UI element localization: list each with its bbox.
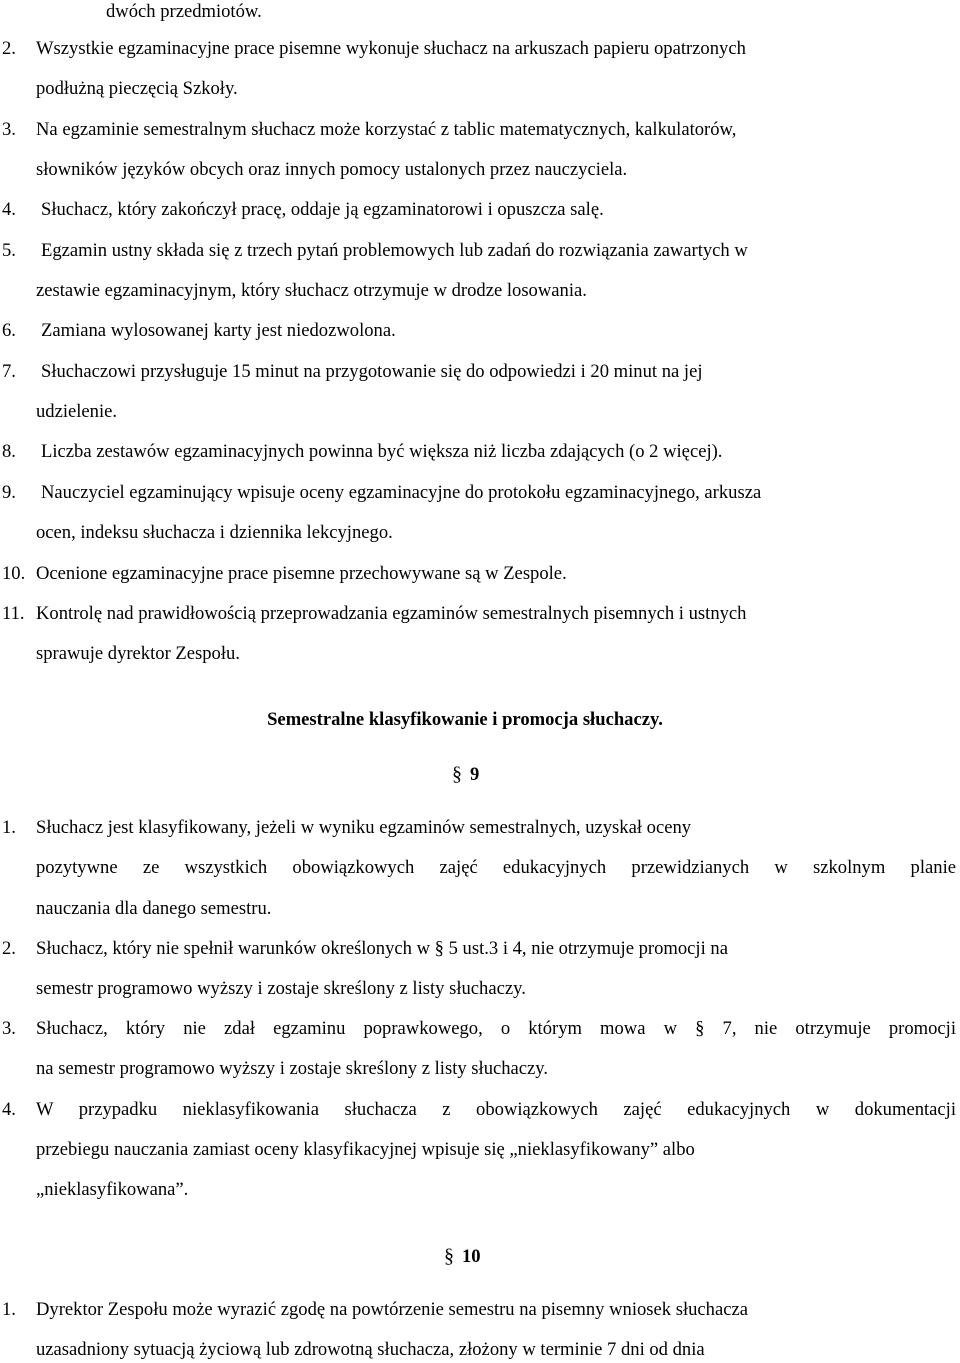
line-text: Ocenione egzaminacyjne prace pisemne przechowywane są w Zespole.	[36, 563, 567, 584]
item-number: 10.	[2, 563, 26, 584]
paragraph-number-value: 9	[470, 764, 480, 785]
line-text: udzielenie.	[36, 401, 118, 422]
item-number: 4.	[2, 199, 16, 220]
line-text: Słuchacz, który nie zdał egzaminu poprawkowego, o którym mowa w § 7, nie otrzymuje promocji	[36, 1018, 956, 1039]
item-number: 9.	[2, 482, 16, 503]
item-number: 7.	[2, 361, 16, 382]
line-text: pozytywne ze wszystkich obowiązkowych zajęć edukacyjnych przewidzianych w szkolnym planie	[36, 857, 956, 878]
paragraph-number-value: 10	[462, 1246, 481, 1267]
line-text: Egzamin ustny składa się z trzech pytań problemowych lub zadań do rozwiązania zawartych w	[41, 240, 748, 261]
line-text: Słuchacz, który zakończył pracę, oddaje ją egzaminatorowi i opuszcza salę.	[41, 199, 604, 220]
line-text: dwóch przedmiotów.	[106, 1, 262, 22]
line-text: zestawie egzaminacyjnym, który słuchacz otrzymuje w drodze losowania.	[36, 280, 587, 301]
line-text: przebiegu nauczania zamiast oceny klasyfikacyjnej wpisuje się „nieklasyfikowany” albo	[36, 1139, 695, 1160]
line-text: Zamiana wylosowanej karty jest niedozwolona.	[41, 320, 396, 341]
line-text: ocen, indeksu słuchacza i dziennika lekcyjnego.	[36, 522, 393, 543]
line-text: Na egzaminie semestralnym słuchacz może korzystać z tablic matematycznych, kalkulatorów,	[36, 119, 737, 140]
section-sign: §	[452, 763, 462, 785]
item-number: 6.	[2, 320, 16, 341]
section-heading: Semestralne klasyfikowanie i promocja słuchaczy.	[267, 709, 663, 730]
line-text: Dyrektor Zespołu może wyrazić zgodę na powtórzenie semestru na pisemny wniosek słuchacza	[36, 1299, 748, 1320]
line-text: Kontrolę nad prawidłowością przeprowadzania egzaminów semestralnych pisemnych i ustnych	[36, 603, 747, 624]
line-text: Słuchacz, który nie spełnił warunków określonych w § 5 ust.3 i 4, nie otrzymuje promocji na	[36, 938, 728, 959]
section-sign: §	[444, 1245, 454, 1267]
item-number: 2.	[2, 938, 16, 959]
paragraph-number	[444, 1244, 481, 1269]
line-text: Słuchacz jest klasyfikowany, jeżeli w wyniku egzaminów semestralnych, uzyskał oceny	[36, 817, 692, 838]
line-text: nauczania dla danego semestru.	[36, 898, 272, 919]
line-text: uzasadniony sytuacją życiową lub zdrowotną słuchacza, złożony w terminie 7 dni od dnia	[36, 1339, 705, 1360]
item-number: 11.	[2, 603, 25, 624]
line-text: semestr programowo wyższy i zostaje skreślony z listy słuchaczy.	[36, 978, 526, 999]
line-text: Nauczyciel egzaminujący wpisuje oceny egzaminacyjne do protokołu egzaminacyjnego, arkusza	[41, 482, 762, 503]
item-number: 2.	[2, 38, 16, 59]
line-text: podłużną pieczęcią Szkoły.	[36, 78, 238, 99]
line-text: W przypadku nieklasyfikowania słuchacza z obowiązkowych zajęć edukacyjnych w dokumentacji	[36, 1099, 956, 1120]
line-text: sprawuje dyrektor Zespołu.	[36, 643, 240, 664]
item-number: 1.	[2, 1299, 16, 1320]
item-number: 8.	[2, 441, 16, 462]
line-text: na semestr programowo wyższy i zostaje skreślony z listy słuchaczy.	[36, 1058, 549, 1079]
item-number: 3.	[2, 119, 16, 140]
line-text: Słuchaczowi przysługuje 15 minut na przygotowanie się do odpowiedzi i 20 minut na jej	[41, 361, 703, 382]
paragraph-number	[452, 762, 479, 787]
line-text: Wszystkie egzaminacyjne prace pisemne wykonuje słuchacz na arkuszach papieru opatrzonych	[36, 38, 746, 59]
item-number: 3.	[2, 1018, 16, 1039]
item-number: 4.	[2, 1099, 16, 1120]
line-text: „nieklasyfikowana”.	[36, 1179, 189, 1200]
line-text: słowników języków obcych oraz innych pomocy ustalonych przez nauczyciela.	[36, 159, 628, 180]
item-number: 5.	[2, 240, 16, 261]
item-number: 1.	[2, 817, 16, 838]
line-text: Liczba zestawów egzaminacyjnych powinna być większa niż liczba zdających (o 2 więcej).	[41, 441, 723, 462]
